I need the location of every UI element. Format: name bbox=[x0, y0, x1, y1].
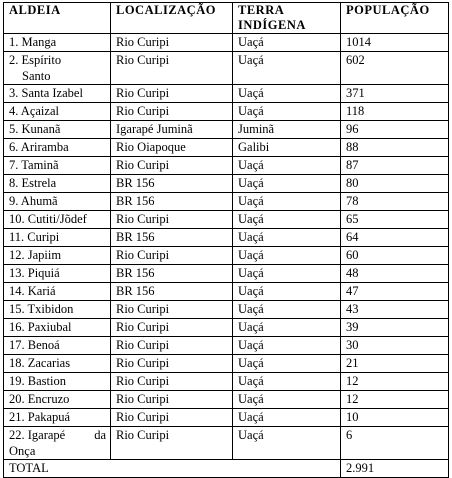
table-row bbox=[4, 139, 449, 157]
cell-localizacao: Rio Curipi bbox=[111, 103, 233, 121]
cell-localizacao: Rio Curipi bbox=[111, 391, 233, 409]
cell-terra: Uaçá bbox=[233, 337, 341, 355]
cell-terra: Uaçá bbox=[233, 301, 341, 319]
cell-localizacao: Rio Curipi bbox=[111, 157, 233, 175]
table-row bbox=[4, 157, 449, 175]
cell-populacao: 80 bbox=[341, 175, 449, 193]
cell-aldeia: 9. Ahumã bbox=[4, 193, 111, 211]
cell-aldeia: 5. Kunanã bbox=[4, 121, 111, 139]
cell-terra: Juminã bbox=[233, 121, 341, 139]
cell-terra: Uaçá bbox=[233, 283, 341, 301]
cell-aldeia: 20. Encruzo bbox=[4, 391, 111, 409]
cell-terra: Uaçá bbox=[233, 175, 341, 193]
cell-localizacao: Igarapé Juminã bbox=[111, 121, 233, 139]
cell-localizacao: Rio Curipi bbox=[111, 301, 233, 319]
cell-aldeia: 1. Manga bbox=[4, 34, 111, 52]
cell-populacao: 96 bbox=[341, 121, 449, 139]
table-row bbox=[4, 337, 449, 355]
cell-localizacao: BR 156 bbox=[111, 229, 233, 247]
cell-aldeia: 15. Txibidon bbox=[4, 301, 111, 319]
cell-aldeia: 21. Pakapuá bbox=[4, 409, 111, 427]
cell-aldeia-line1b: da bbox=[94, 428, 106, 442]
header-terra-line2: INDÍGENA bbox=[238, 18, 306, 32]
header-populacao: POPULAÇÃO bbox=[341, 3, 449, 34]
cell-aldeia: 4. Açaizal bbox=[4, 103, 111, 121]
table-row bbox=[4, 211, 449, 229]
cell-terra: Uaçá bbox=[233, 157, 341, 175]
cell-localizacao: Rio Curipi bbox=[111, 211, 233, 229]
cell-aldeia-line2: Onça bbox=[9, 444, 36, 458]
table-row bbox=[4, 247, 449, 265]
cell-terra: Uaçá bbox=[233, 247, 341, 265]
header-terra-indigena bbox=[233, 3, 341, 34]
cell-localizacao: BR 156 bbox=[111, 265, 233, 283]
cell-terra: Uaçá bbox=[233, 373, 341, 391]
table-row bbox=[4, 52, 449, 85]
table-row bbox=[4, 319, 449, 337]
cell-aldeia: 6. Ariramba bbox=[4, 139, 111, 157]
header-aldeia: ALDEIA bbox=[4, 3, 111, 34]
cell-terra: Uaçá bbox=[233, 52, 341, 85]
table-row bbox=[4, 265, 449, 283]
table-row bbox=[4, 175, 449, 193]
table-row bbox=[4, 34, 449, 52]
cell-terra: Uaçá bbox=[233, 193, 341, 211]
cell-aldeia-line1a: 22. Igarapé bbox=[9, 428, 66, 442]
total-value: 2.991 bbox=[341, 460, 449, 478]
table-row bbox=[4, 373, 449, 391]
table-row bbox=[4, 301, 449, 319]
cell-terra: Uaçá bbox=[233, 355, 341, 373]
cell-aldeia: 13. Piquiá bbox=[4, 265, 111, 283]
cell-aldeia: 16. Paxiubal bbox=[4, 319, 111, 337]
cell-aldeia: 17. Benoá bbox=[4, 337, 111, 355]
table-row bbox=[4, 103, 449, 121]
cell-populacao: 118 bbox=[341, 103, 449, 121]
table-row bbox=[4, 85, 449, 103]
cell-terra: Uaçá bbox=[233, 409, 341, 427]
table-row bbox=[4, 355, 449, 373]
cell-localizacao: Rio Curipi bbox=[111, 34, 233, 52]
cell-aldeia: 14. Kariá bbox=[4, 283, 111, 301]
cell-populacao: 371 bbox=[341, 85, 449, 103]
cell-aldeia: 3. Santa Izabel bbox=[4, 85, 111, 103]
cell-terra: Uaçá bbox=[233, 211, 341, 229]
cell-populacao: 65 bbox=[341, 211, 449, 229]
cell-localizacao: Rio Curipi bbox=[111, 427, 233, 460]
table-header-row bbox=[4, 3, 449, 34]
cell-aldeia-line2: Santo bbox=[22, 69, 51, 83]
cell-populacao: 87 bbox=[341, 157, 449, 175]
table-row bbox=[4, 193, 449, 211]
cell-populacao: 602 bbox=[341, 52, 449, 85]
cell-populacao: 10 bbox=[341, 409, 449, 427]
villages-population-table bbox=[3, 2, 449, 478]
cell-localizacao: Rio Oiapoque bbox=[111, 139, 233, 157]
cell-populacao: 60 bbox=[341, 247, 449, 265]
cell-localizacao: Rio Curipi bbox=[111, 52, 233, 85]
cell-populacao: 1014 bbox=[341, 34, 449, 52]
table-row bbox=[4, 121, 449, 139]
cell-populacao: 21 bbox=[341, 355, 449, 373]
header-localizacao: LOCALIZAÇÃO bbox=[111, 3, 233, 34]
cell-aldeia: 8. Estrela bbox=[4, 175, 111, 193]
cell-aldeia: 11. Curipi bbox=[4, 229, 111, 247]
cell-populacao: 43 bbox=[341, 301, 449, 319]
cell-populacao: 47 bbox=[341, 283, 449, 301]
cell-aldeia: 19. Bastion bbox=[4, 373, 111, 391]
cell-populacao: 48 bbox=[341, 265, 449, 283]
cell-localizacao: BR 156 bbox=[111, 193, 233, 211]
cell-aldeia bbox=[4, 427, 111, 460]
cell-aldeia: 7. Taminã bbox=[4, 157, 111, 175]
cell-localizacao: Rio Curipi bbox=[111, 355, 233, 373]
cell-terra: Galibi bbox=[233, 139, 341, 157]
cell-terra: Uaçá bbox=[233, 229, 341, 247]
cell-aldeia-line1: 2. Espírito bbox=[9, 53, 62, 67]
cell-populacao: 78 bbox=[341, 193, 449, 211]
cell-terra: Uaçá bbox=[233, 427, 341, 460]
table-row bbox=[4, 229, 449, 247]
cell-localizacao: BR 156 bbox=[111, 283, 233, 301]
cell-terra: Uaçá bbox=[233, 265, 341, 283]
cell-localizacao: Rio Curipi bbox=[111, 373, 233, 391]
cell-terra: Uaçá bbox=[233, 85, 341, 103]
cell-populacao: 12 bbox=[341, 391, 449, 409]
cell-populacao: 6 bbox=[341, 427, 449, 460]
cell-populacao: 30 bbox=[341, 337, 449, 355]
table-row bbox=[4, 427, 449, 460]
cell-aldeia: 18. Zacarias bbox=[4, 355, 111, 373]
total-row bbox=[4, 460, 449, 478]
cell-localizacao: Rio Curipi bbox=[111, 247, 233, 265]
cell-aldeia: 12. Japiim bbox=[4, 247, 111, 265]
total-label: TOTAL bbox=[4, 460, 341, 478]
cell-populacao: 39 bbox=[341, 319, 449, 337]
header-terra-line1: TERRA bbox=[238, 3, 285, 17]
table-row bbox=[4, 409, 449, 427]
cell-localizacao: Rio Curipi bbox=[111, 409, 233, 427]
cell-aldeia bbox=[4, 52, 111, 85]
cell-terra: Uaçá bbox=[233, 34, 341, 52]
cell-aldeia: 10. Cutiti/Jõdef bbox=[4, 211, 111, 229]
cell-populacao: 64 bbox=[341, 229, 449, 247]
cell-localizacao: Rio Curipi bbox=[111, 337, 233, 355]
cell-terra: Uaçá bbox=[233, 319, 341, 337]
cell-localizacao: Rio Curipi bbox=[111, 319, 233, 337]
cell-populacao: 88 bbox=[341, 139, 449, 157]
cell-localizacao: BR 156 bbox=[111, 175, 233, 193]
table-row bbox=[4, 283, 449, 301]
cell-populacao: 12 bbox=[341, 373, 449, 391]
cell-terra: Uaçá bbox=[233, 391, 341, 409]
table-row bbox=[4, 391, 449, 409]
cell-localizacao: Rio Curipi bbox=[111, 85, 233, 103]
cell-terra: Uaçá bbox=[233, 103, 341, 121]
